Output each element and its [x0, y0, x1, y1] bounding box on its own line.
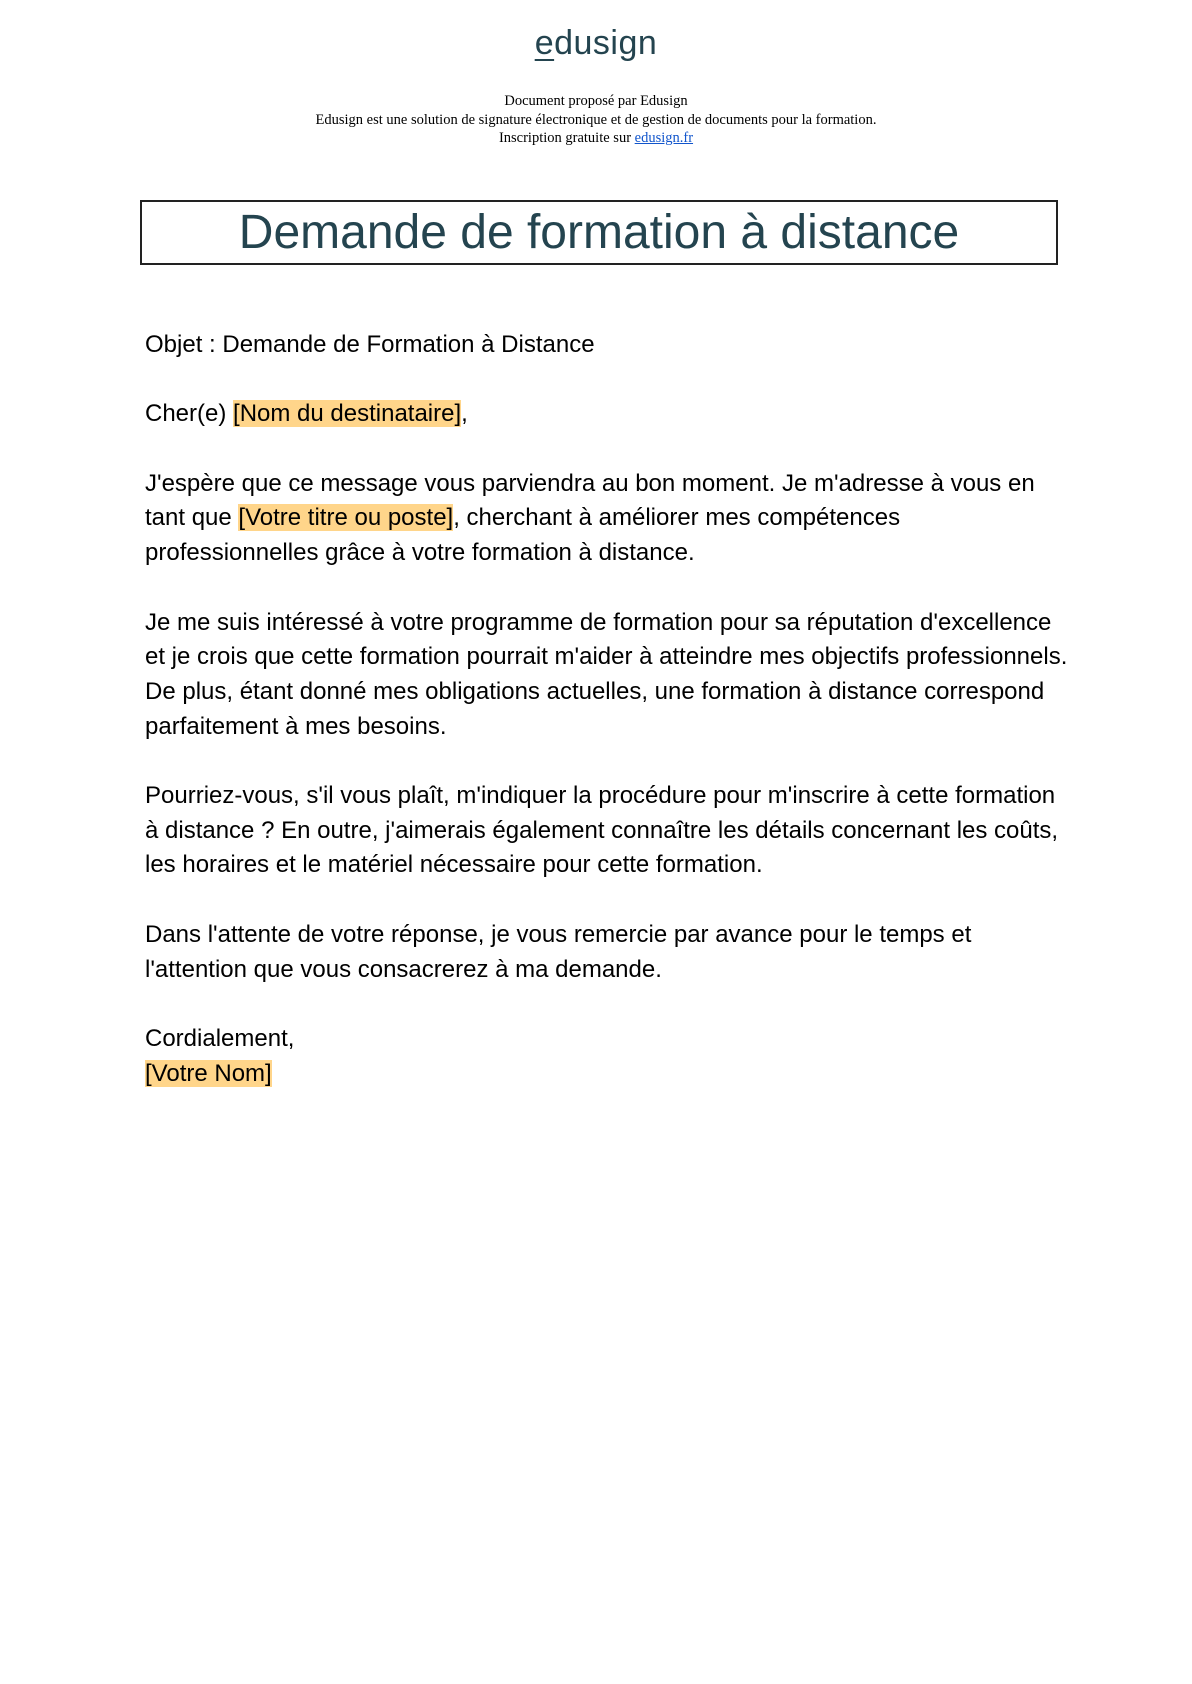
greeting	[145, 397, 1070, 432]
paragraph-1	[145, 467, 1070, 571]
greeting-comma: ,	[461, 400, 468, 428]
subject-line: Objet : Demande de Formation à Distance	[145, 331, 595, 358]
paragraph-4: Dans l'attente de votre réponse, je vous remercie par avance pour le temps et l'attention que vous consacrerez à ma demande.	[145, 920, 972, 983]
paragraph-2: Je me suis intéressé à votre programme de formation pour sa réputation d'excellence et je crois que cette formation pourrait m'aider à atteindre mes objectifs professionnels. De plus, étant donné mes obligations actuelles, une formation à distance correspond parfaitement à mes besoins.	[145, 608, 1068, 740]
title-placeholder: [Votre titre ou poste]	[238, 504, 454, 532]
closing: Cordialement,	[145, 1024, 295, 1052]
logo-e: e	[534, 24, 555, 62]
document-header	[0, 92, 1192, 148]
edusign-logo	[0, 24, 1192, 63]
header-line-3	[0, 129, 1192, 148]
header-line-3-text: Inscription gratuite sur	[498, 130, 635, 146]
title-box	[140, 200, 1058, 265]
signature-placeholder: [Votre Nom]	[145, 1059, 272, 1087]
signature-line	[145, 1057, 1070, 1092]
header-line-1: Document proposé par Edusign	[504, 93, 688, 109]
paragraph-3: Pourriez-vous, s'il vous plaît, m'indiquer la procédure pour m'inscrire à cette formation à distance ? En outre, j'aimerais également connaître les détails concernant les coûts, les horaires et le matériel nécessaire pour cette formation.	[145, 782, 1059, 879]
paragraph-1-text-a: J'espère que ce message vous parviendra au bon moment. Je m'adresse à vous en tant que	[145, 469, 1035, 532]
greeting-text: Cher(e)	[145, 400, 234, 428]
edusign-link[interactable]: edusign.fr	[634, 130, 694, 146]
logo-rest: dusign	[554, 24, 658, 62]
paragraph-1-text-b: , cherchant à améliorer mes compétences professionnelles grâce à votre formation à distance.	[145, 504, 901, 567]
page-title: Demande de formation à distance	[238, 206, 960, 259]
recipient-placeholder: [Nom du destinataire]	[233, 400, 462, 428]
letter-body	[145, 328, 1070, 1091]
header-line-2: Edusign est une solution de signature électronique et de gestion de documents pour la formation.	[315, 111, 877, 128]
